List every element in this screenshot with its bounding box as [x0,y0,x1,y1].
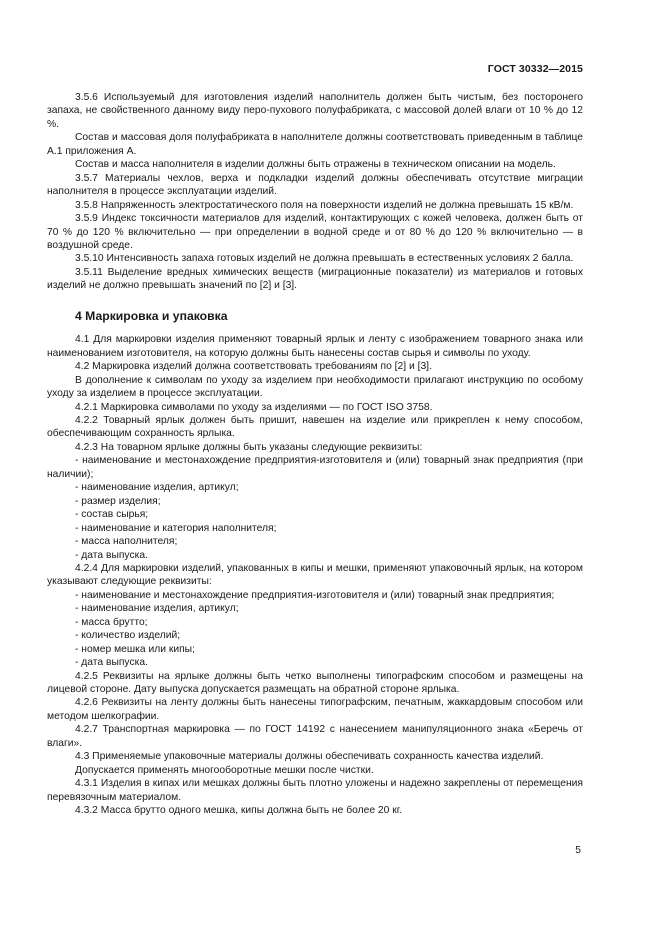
paragraph-4-2-5: 4.2.5 Реквизиты на ярлыке должны быть четко выполнены типографским способом и размещены на лицевой стороне. Дату выпуска допускается размещать на обратной стороне ярлыка. [47,670,583,696]
list-item: - наименование изделия, артикул; [75,482,239,494]
paragraph-4-2-addition: В дополнение к символам по уходу за изделием при необходимости прилагают инструкцию по особому уходу за изделием в процессе эксплуатации. [47,374,583,400]
paragraph-3-5-6: 3.5.6 Используемый для изготовления изделий наполнитель должен быть чистым, без посторонего запаха, не свойственного данному виду перо-пухового полуфабриката, с массовой долей влаги от 10 % до 12 %. [47,92,583,130]
paragraph-4-2-7: 4.2.7 Транспортная маркировка — по ГОСТ 14192 с нанесением манипуляционного знака «Беречь от влаги». [47,724,583,749]
paragraph-composition: Состав и массовая доля полуфабриката в наполнителе должны соответствовать приведенным в таблице А.1 приложения А. [47,132,583,157]
paragraph-4-2: 4.2 Маркировка изделий должна соответствовать требованиям по [2] и [3]. [75,361,432,373]
list-item: - дата выпуска. [75,657,148,669]
list-item: - наименование и местонахождение предприятия-изготовителя и (или) товарный знак предприятия (при наличии); [47,455,583,480]
paragraph-4-1: 4.1 Для маркировки изделия применяют товарный ярлык и ленту с изображением товарного знака или наименованием изготовителя, на которую должны быть нанесены состав сырья и символы по уходу. [47,334,583,359]
paragraph-4-2-4: 4.2.4 Для маркировки изделий, упакованных в кипы и мешки, применяют упаковочный ярлык, на котором указывают следующие реквизиты: [47,562,583,588]
list-item: - состав сырья; [75,509,149,521]
list-item: - наименование изделия, артикул; [75,603,239,615]
standard-code-header: ГОСТ 30332—2015 [487,63,583,75]
paragraph-3-5-10: 3.5.10 Интенсивность запаха готовых изделий не должна превышать в естественных условиях 2 балла. [75,253,574,265]
paragraph-4-3-2: 4.3.2 Масса брутто одного мешка, кипы должна быть не более 20 кг. [75,805,403,817]
paragraph-3-5-11: 3.5.11 Выделение вредных химических веществ (миграционные показатели) из материалов и готовых изделий не должно превышать значений по [2] и [3]. [47,266,583,292]
list-item: - дата выпуска. [75,549,148,561]
section-title: 4 Маркировка и упаковка [75,308,228,323]
page-number: 5 [575,845,581,856]
list-item: - размер изделия; [75,495,161,507]
document-body [47,91,583,818]
list-item: - масса наполнителя; [75,536,178,548]
paragraph-3-5-9: 3.5.9 Индекс токсичности материалов для изделий, контактирующих с кожей человека, должен быть от 70 % до 120 % включительно — при определении в водной среде и от 80 % до 120 % включительно — в воздушной среде. [47,213,583,251]
paragraph-3-5-7: 3.5.7 Материалы чехлов, верха и подкладки изделий должны обеспечивать отсутствие миграции наполнителя в процессе эксплуатации изделий. [47,172,583,198]
list-item: - масса брутто; [75,616,148,628]
list-item: - количество изделий; [75,630,181,642]
paragraph-4-2-6: 4.2.6 Реквизиты на ленту должны быть нанесены типографским, печатным, жаккардовым способом или методом шелкографии. [47,697,583,722]
paragraph-3-5-8: 3.5.8 Напряженность электростатического поля на поверхности изделий не должна превышать 15 кВ/м. [75,199,574,211]
paragraph-4-2-2: 4.2.2 Товарный ярлык должен быть пришит, навешен на изделие или прикреплен к нему способом, обеспечивающим сохранность ярлыка. [47,414,583,440]
paragraph-4-2-3: 4.2.3 На товарном ярлыке должны быть указаны следующие реквизиты: [75,441,423,453]
paragraph-4-3-addition: Допускается применять многооборотные мешки после чистки. [75,764,374,776]
paragraph-4-2-1: 4.2.1 Маркировка символами по уходу за изделиями — по ГОСТ ISO 3758. [75,401,433,413]
list-item: - номер мешка или кипы; [75,643,195,655]
paragraph-4-3-1: 4.3.1 Изделия в кипах или мешках должны быть плотно уложены и надежно закреплены от перемещения перевязочным материалом. [47,778,583,803]
paragraph-4-3: 4.3 Применяемые упаковочные материалы должны обеспечивать сохранность качества изделий. [75,751,544,763]
paragraph-filler-mass: Состав и масса наполнителя в изделии должны быть отражены в техническом описании на модель. [75,159,556,171]
list-item: - наименование и местонахождение предприятия-изготовителя и (или) товарный знак предприятия; [75,589,555,601]
list-item: - наименование и категория наполнителя; [75,522,277,534]
